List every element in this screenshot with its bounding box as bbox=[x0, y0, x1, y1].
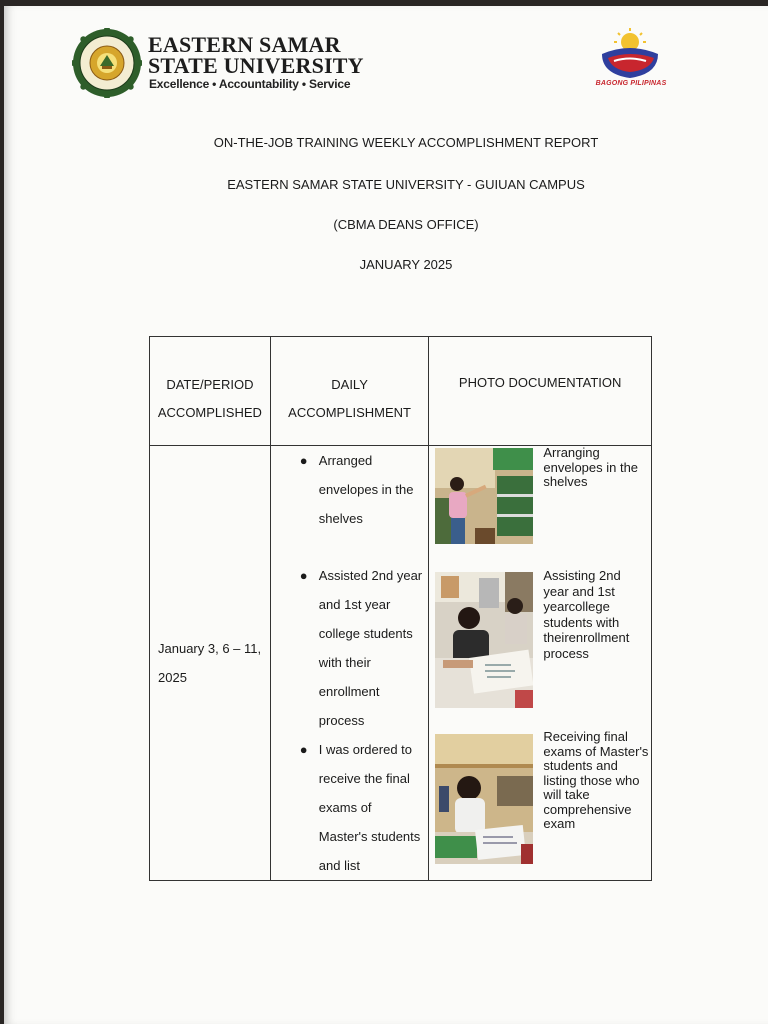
photo-caption: Receiving final exams of Master's students and listing those who will take comprehensive exam bbox=[543, 729, 649, 831]
photo-assisting-enrollment bbox=[435, 572, 533, 708]
header-date-period bbox=[150, 337, 271, 446]
report-title: ON-THE-JOB TRAINING WEEKLY ACCOMPLISHMENT REPORT bbox=[213, 135, 599, 150]
bullet-icon: ● bbox=[299, 568, 308, 583]
university-name-line2: STATE UNIVERSITY bbox=[148, 53, 364, 78]
accomplishment-text: Assisted 2nd year and 1st year college students with their enrollment process bbox=[318, 568, 423, 728]
month-title: JANUARY 2025 bbox=[359, 257, 453, 272]
header-daily-accomplishment bbox=[270, 337, 429, 446]
university-name bbox=[148, 34, 364, 76]
photo-receiving-final-exams bbox=[435, 734, 533, 864]
list-item bbox=[271, 561, 429, 735]
document-page bbox=[4, 6, 768, 1024]
university-seal-logo bbox=[72, 28, 142, 98]
campus-title: EASTERN SAMAR STATE UNIVERSITY - GUIUAN CAMPUS bbox=[227, 177, 585, 192]
accomplishment-text: I was ordered to receive the final exams of Master's students and list bbox=[318, 742, 421, 873]
header-daily-line2: ACCOMPLISHMENT bbox=[288, 405, 411, 420]
bagong-pilipinas-label: BAGONG PILIPINAS bbox=[595, 80, 667, 87]
header-date-line2: ACCOMPLISHED bbox=[157, 405, 262, 420]
accomplishment-table bbox=[149, 336, 652, 881]
period-cell: January 3, 6 – 11, 2025 bbox=[150, 446, 271, 881]
header-photo-documentation: PHOTO DOCUMENTATION bbox=[429, 337, 652, 446]
bagong-pilipinas-logo bbox=[598, 28, 662, 80]
office-title: (CBMA DEANS OFFICE) bbox=[333, 217, 479, 232]
list-item bbox=[271, 735, 429, 880]
university-name-line1: EASTERN SAMAR bbox=[148, 32, 341, 57]
table-row bbox=[150, 446, 652, 881]
photo-caption: Assisting 2nd year and 1st yearcollege students with theirenrollment process bbox=[543, 568, 630, 661]
accomplishment-cell bbox=[270, 446, 429, 881]
header-date-line1: DATE/PERIOD bbox=[166, 377, 254, 392]
bullet-icon: ● bbox=[299, 742, 308, 757]
photo-arranging-envelopes bbox=[435, 448, 533, 544]
university-tagline: Excellence • Accountability • Service bbox=[149, 77, 351, 91]
photo-documentation-cell bbox=[429, 446, 652, 881]
accomplishment-text: Arranged envelopes in the shelves bbox=[318, 453, 414, 526]
accomplishment-list bbox=[271, 446, 429, 880]
header-daily-line1: DAILY bbox=[331, 377, 368, 392]
bullet-icon: ● bbox=[299, 453, 308, 468]
list-item bbox=[271, 446, 429, 533]
table-header-row bbox=[150, 337, 652, 446]
photo-caption: Arranging envelopes in the shelves bbox=[543, 445, 639, 489]
